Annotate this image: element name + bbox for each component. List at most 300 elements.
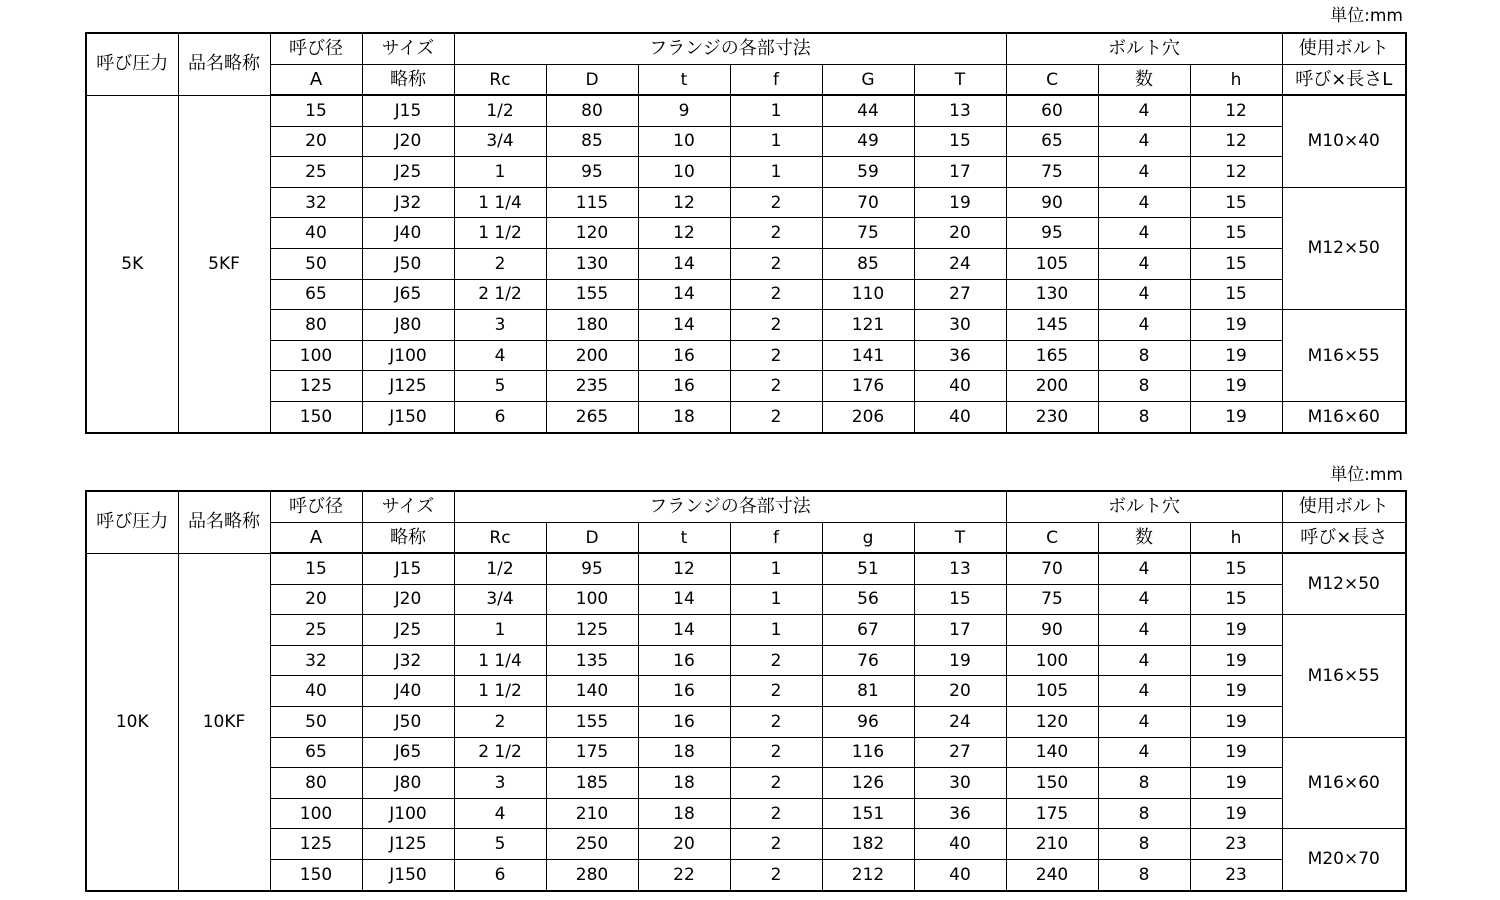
cell-diameter: 32: [270, 187, 362, 218]
cell-rc: 1/2: [454, 553, 546, 584]
cell-size: J32: [362, 645, 454, 676]
cell-d: 200: [546, 340, 638, 371]
cell-size: J65: [362, 737, 454, 768]
cell-f: 1: [730, 95, 822, 126]
cell-size: J32: [362, 187, 454, 218]
cell-size: J25: [362, 157, 454, 188]
cell-size: J65: [362, 279, 454, 310]
cell-h: 15: [1190, 279, 1282, 310]
cell-tt: 13: [914, 95, 1006, 126]
cell-tt: 24: [914, 248, 1006, 279]
header-pressure: 呼び圧力: [86, 491, 178, 553]
cell-f: 2: [730, 829, 822, 860]
table-row: [86, 737, 1406, 768]
table-row: [86, 371, 1406, 402]
cell-count: 4: [1098, 584, 1190, 615]
cell-rc: 5: [454, 371, 546, 402]
cell-count: 8: [1098, 340, 1190, 371]
cell-c: 75: [1006, 157, 1098, 188]
cell-tt: 36: [914, 340, 1006, 371]
cell-count: 4: [1098, 126, 1190, 157]
table-row: [86, 553, 1406, 584]
cell-diameter: 20: [270, 126, 362, 157]
header-col-tt: T: [914, 65, 1006, 96]
header-col-h: h: [1190, 523, 1282, 554]
cell-rc: 1 1/2: [454, 218, 546, 249]
cell-g: 56: [822, 584, 914, 615]
cell-f: 2: [730, 798, 822, 829]
cell-count: 4: [1098, 676, 1190, 707]
cell-rc: 6: [454, 859, 546, 890]
cell-h: 19: [1190, 645, 1282, 676]
table-row: [86, 676, 1406, 707]
cell-tt: 19: [914, 645, 1006, 676]
cell-d: 210: [546, 798, 638, 829]
header-bolt-hole-group: ボルト穴: [1006, 33, 1282, 65]
cell-size: J15: [362, 95, 454, 126]
cell-d: 180: [546, 310, 638, 341]
cell-g: 51: [822, 553, 914, 584]
cell-f: 1: [730, 126, 822, 157]
cell-h: 12: [1190, 126, 1282, 157]
header-flange-group: フランジの各部寸法: [454, 491, 1006, 523]
table-row: [86, 340, 1406, 371]
cell-diameter: 40: [270, 218, 362, 249]
cell-h: 23: [1190, 859, 1282, 890]
cell-c: 105: [1006, 248, 1098, 279]
table-row: [86, 798, 1406, 829]
cell-rc: 2: [454, 706, 546, 737]
header-col-h: h: [1190, 65, 1282, 96]
header-bolt: 使用ボルト: [1282, 33, 1406, 65]
cell-diameter: 20: [270, 584, 362, 615]
cell-rc: 1 1/2: [454, 676, 546, 707]
cell-h: 12: [1190, 157, 1282, 188]
cell-h: 19: [1190, 371, 1282, 402]
table-row: [86, 310, 1406, 341]
cell-h: 19: [1190, 401, 1282, 432]
cell-size: J25: [362, 615, 454, 646]
cell-size: J15: [362, 553, 454, 584]
bolt-cell: M16×55: [1282, 310, 1406, 402]
table-row: [86, 859, 1406, 890]
cell-rc: 1 1/4: [454, 645, 546, 676]
cell-diameter: 40: [270, 676, 362, 707]
header-diameter-unit: A: [270, 65, 362, 96]
cell-count: 8: [1098, 798, 1190, 829]
cell-diameter: 150: [270, 859, 362, 890]
cell-tt: 27: [914, 279, 1006, 310]
header-col-rc: Rc: [454, 65, 546, 96]
cell-t: 12: [638, 187, 730, 218]
table-row: [86, 829, 1406, 860]
cell-diameter: 50: [270, 248, 362, 279]
header-col-c: C: [1006, 65, 1098, 96]
cell-diameter: 15: [270, 95, 362, 126]
cell-size: J20: [362, 584, 454, 615]
cell-c: 90: [1006, 187, 1098, 218]
cell-d: 95: [546, 157, 638, 188]
cell-rc: 6: [454, 401, 546, 432]
cell-count: 4: [1098, 615, 1190, 646]
header-bolt-size: 呼び×長さL: [1282, 65, 1406, 96]
cell-count: 4: [1098, 645, 1190, 676]
cell-f: 2: [730, 187, 822, 218]
cell-h: 19: [1190, 798, 1282, 829]
cell-f: 1: [730, 157, 822, 188]
cell-c: 145: [1006, 310, 1098, 341]
cell-t: 18: [638, 798, 730, 829]
cell-size: J80: [362, 310, 454, 341]
cell-t: 18: [638, 768, 730, 799]
cell-tt: 19: [914, 187, 1006, 218]
cell-d: 140: [546, 676, 638, 707]
cell-diameter: 32: [270, 645, 362, 676]
cell-c: 60: [1006, 95, 1098, 126]
cell-t: 16: [638, 645, 730, 676]
header-size: サイズ: [362, 33, 454, 65]
cell-d: 100: [546, 584, 638, 615]
header-col-count: 数: [1098, 65, 1190, 96]
cell-t: 14: [638, 615, 730, 646]
table-row: [86, 218, 1406, 249]
cell-size: J150: [362, 859, 454, 890]
cell-size: J80: [362, 768, 454, 799]
cell-c: 210: [1006, 829, 1098, 860]
cell-c: 75: [1006, 584, 1098, 615]
cell-tt: 17: [914, 615, 1006, 646]
cell-c: 240: [1006, 859, 1098, 890]
cell-d: 115: [546, 187, 638, 218]
cell-h: 23: [1190, 829, 1282, 860]
header-col-f: f: [730, 65, 822, 96]
header-col-tt: T: [914, 523, 1006, 554]
cell-h: 19: [1190, 676, 1282, 707]
bolt-cell: M16×60: [1282, 737, 1406, 829]
cell-diameter: 100: [270, 798, 362, 829]
cell-h: 12: [1190, 95, 1282, 126]
cell-tt: 20: [914, 218, 1006, 249]
cell-diameter: 25: [270, 615, 362, 646]
cell-f: 2: [730, 706, 822, 737]
header-col-count: 数: [1098, 523, 1190, 554]
cell-d: 155: [546, 706, 638, 737]
cell-t: 18: [638, 737, 730, 768]
bolt-cell: M16×55: [1282, 615, 1406, 737]
cell-g: 206: [822, 401, 914, 432]
cell-f: 2: [730, 248, 822, 279]
table-row: [86, 768, 1406, 799]
cell-rc: 5: [454, 829, 546, 860]
cell-d: 85: [546, 126, 638, 157]
cell-tt: 36: [914, 798, 1006, 829]
cell-size: J20: [362, 126, 454, 157]
cell-c: 70: [1006, 553, 1098, 584]
table-row: [86, 157, 1406, 188]
cell-g: 59: [822, 157, 914, 188]
cell-g: 75: [822, 218, 914, 249]
cell-diameter: 50: [270, 706, 362, 737]
cell-rc: 3: [454, 768, 546, 799]
cell-rc: 4: [454, 798, 546, 829]
header-bolt: 使用ボルト: [1282, 491, 1406, 523]
cell-t: 14: [638, 584, 730, 615]
cell-rc: 2 1/2: [454, 737, 546, 768]
cell-f: 2: [730, 768, 822, 799]
cell-h: 19: [1190, 615, 1282, 646]
table-row: [86, 401, 1406, 432]
cell-t: 16: [638, 340, 730, 371]
cell-d: 80: [546, 95, 638, 126]
table-row: [86, 615, 1406, 646]
cell-h: 15: [1190, 218, 1282, 249]
cell-g: 44: [822, 95, 914, 126]
header-product: 品名略称: [178, 33, 270, 95]
table-row: [86, 95, 1406, 126]
product-cell: 5KF: [178, 95, 270, 433]
table-row: [86, 584, 1406, 615]
cell-size: J40: [362, 676, 454, 707]
cell-d: 185: [546, 768, 638, 799]
header-diameter: 呼び径: [270, 33, 362, 65]
unit-label: 単位:mm: [1330, 6, 1403, 26]
cell-rc: 1: [454, 157, 546, 188]
cell-diameter: 125: [270, 371, 362, 402]
cell-c: 175: [1006, 798, 1098, 829]
cell-g: 67: [822, 615, 914, 646]
cell-c: 165: [1006, 340, 1098, 371]
cell-count: 4: [1098, 279, 1190, 310]
cell-t: 14: [638, 279, 730, 310]
cell-size: J125: [362, 829, 454, 860]
cell-g: 182: [822, 829, 914, 860]
cell-h: 19: [1190, 768, 1282, 799]
header-col-g: G: [822, 65, 914, 96]
header-bolt-hole-group: ボルト穴: [1006, 491, 1282, 523]
cell-count: 8: [1098, 768, 1190, 799]
cell-g: 49: [822, 126, 914, 157]
bolt-cell: M12×50: [1282, 187, 1406, 309]
table-body: [86, 553, 1406, 891]
cell-t: 16: [638, 371, 730, 402]
cell-diameter: 65: [270, 279, 362, 310]
cell-d: 130: [546, 248, 638, 279]
cell-tt: 24: [914, 706, 1006, 737]
bolt-cell: M20×70: [1282, 829, 1406, 891]
cell-d: 125: [546, 615, 638, 646]
cell-t: 14: [638, 310, 730, 341]
cell-diameter: 100: [270, 340, 362, 371]
cell-tt: 15: [914, 126, 1006, 157]
cell-rc: 4: [454, 340, 546, 371]
cell-tt: 40: [914, 371, 1006, 402]
bolt-cell: M10×40: [1282, 95, 1406, 187]
table-row: [86, 248, 1406, 279]
cell-h: 19: [1190, 310, 1282, 341]
header-diameter-unit: A: [270, 523, 362, 554]
cell-tt: 20: [914, 676, 1006, 707]
cell-count: 4: [1098, 706, 1190, 737]
cell-f: 2: [730, 676, 822, 707]
bolt-cell: M16×60: [1282, 401, 1406, 432]
cell-c: 230: [1006, 401, 1098, 432]
header-col-c: C: [1006, 523, 1098, 554]
cell-t: 12: [638, 553, 730, 584]
table-row: [86, 279, 1406, 310]
cell-rc: 1: [454, 615, 546, 646]
cell-count: 4: [1098, 737, 1190, 768]
cell-t: 22: [638, 859, 730, 890]
cell-t: 10: [638, 126, 730, 157]
cell-t: 14: [638, 248, 730, 279]
table-row: [86, 187, 1406, 218]
cell-size: J50: [362, 706, 454, 737]
cell-f: 2: [730, 340, 822, 371]
cell-count: 4: [1098, 248, 1190, 279]
cell-tt: 30: [914, 768, 1006, 799]
cell-d: 280: [546, 859, 638, 890]
flange-table-10k: [85, 490, 1407, 892]
cell-h: 15: [1190, 187, 1282, 218]
flange-table-5k: [85, 32, 1407, 434]
header-col-t: t: [638, 65, 730, 96]
cell-g: 212: [822, 859, 914, 890]
cell-f: 2: [730, 401, 822, 432]
cell-f: 2: [730, 218, 822, 249]
cell-g: 116: [822, 737, 914, 768]
cell-count: 8: [1098, 401, 1190, 432]
cell-count: 4: [1098, 553, 1190, 584]
cell-d: 95: [546, 553, 638, 584]
cell-d: 250: [546, 829, 638, 860]
cell-tt: 40: [914, 401, 1006, 432]
cell-c: 130: [1006, 279, 1098, 310]
cell-d: 135: [546, 645, 638, 676]
cell-size: J150: [362, 401, 454, 432]
header-size-abbr: 略称: [362, 523, 454, 554]
cell-h: 19: [1190, 706, 1282, 737]
header-bolt-size: 呼び×長さ: [1282, 523, 1406, 554]
cell-rc: 1/2: [454, 95, 546, 126]
cell-g: 81: [822, 676, 914, 707]
cell-rc: 1 1/4: [454, 187, 546, 218]
cell-f: 2: [730, 371, 822, 402]
cell-c: 150: [1006, 768, 1098, 799]
cell-h: 15: [1190, 553, 1282, 584]
cell-d: 265: [546, 401, 638, 432]
cell-h: 15: [1190, 248, 1282, 279]
cell-g: 70: [822, 187, 914, 218]
cell-size: J40: [362, 218, 454, 249]
cell-d: 175: [546, 737, 638, 768]
cell-t: 18: [638, 401, 730, 432]
cell-f: 1: [730, 584, 822, 615]
cell-c: 140: [1006, 737, 1098, 768]
cell-f: 2: [730, 737, 822, 768]
cell-f: 2: [730, 645, 822, 676]
cell-g: 96: [822, 706, 914, 737]
cell-count: 4: [1098, 157, 1190, 188]
header-size-abbr: 略称: [362, 65, 454, 96]
cell-t: 20: [638, 829, 730, 860]
cell-d: 235: [546, 371, 638, 402]
cell-h: 19: [1190, 737, 1282, 768]
cell-c: 105: [1006, 676, 1098, 707]
header-col-t: t: [638, 523, 730, 554]
cell-f: 2: [730, 310, 822, 341]
cell-count: 4: [1098, 95, 1190, 126]
cell-c: 90: [1006, 615, 1098, 646]
cell-c: 95: [1006, 218, 1098, 249]
cell-tt: 15: [914, 584, 1006, 615]
header-col-g: g: [822, 523, 914, 554]
cell-g: 121: [822, 310, 914, 341]
cell-rc: 2: [454, 248, 546, 279]
product-cell: 10KF: [178, 553, 270, 891]
cell-g: 176: [822, 371, 914, 402]
cell-g: 85: [822, 248, 914, 279]
table-row: [86, 126, 1406, 157]
header-product: 品名略称: [178, 491, 270, 553]
cell-d: 155: [546, 279, 638, 310]
table-body: [86, 95, 1406, 433]
cell-rc: 3/4: [454, 126, 546, 157]
bolt-cell: M12×50: [1282, 553, 1406, 615]
cell-tt: 30: [914, 310, 1006, 341]
cell-t: 10: [638, 157, 730, 188]
cell-g: 141: [822, 340, 914, 371]
cell-c: 100: [1006, 645, 1098, 676]
cell-g: 151: [822, 798, 914, 829]
cell-g: 126: [822, 768, 914, 799]
cell-count: 4: [1098, 187, 1190, 218]
cell-tt: 13: [914, 553, 1006, 584]
cell-t: 9: [638, 95, 730, 126]
cell-g: 76: [822, 645, 914, 676]
cell-count: 8: [1098, 371, 1190, 402]
header-flange-group: フランジの各部寸法: [454, 33, 1006, 65]
cell-rc: 3/4: [454, 584, 546, 615]
cell-diameter: 25: [270, 157, 362, 188]
cell-d: 120: [546, 218, 638, 249]
cell-h: 15: [1190, 584, 1282, 615]
cell-diameter: 150: [270, 401, 362, 432]
table-row: [86, 645, 1406, 676]
header-size: サイズ: [362, 491, 454, 523]
cell-f: 2: [730, 859, 822, 890]
cell-size: J100: [362, 798, 454, 829]
cell-t: 12: [638, 218, 730, 249]
cell-f: 2: [730, 279, 822, 310]
cell-diameter: 65: [270, 737, 362, 768]
header-col-d: D: [546, 523, 638, 554]
cell-diameter: 125: [270, 829, 362, 860]
cell-rc: 2 1/2: [454, 279, 546, 310]
cell-size: J100: [362, 340, 454, 371]
cell-diameter: 80: [270, 310, 362, 341]
cell-count: 8: [1098, 829, 1190, 860]
header-col-rc: Rc: [454, 523, 546, 554]
pressure-cell: 5K: [86, 95, 178, 433]
header-pressure: 呼び圧力: [86, 33, 178, 95]
table-row: [86, 706, 1406, 737]
cell-diameter: 15: [270, 553, 362, 584]
cell-tt: 27: [914, 737, 1006, 768]
cell-c: 120: [1006, 706, 1098, 737]
header-col-f: f: [730, 523, 822, 554]
header-diameter: 呼び径: [270, 491, 362, 523]
cell-count: 8: [1098, 859, 1190, 890]
